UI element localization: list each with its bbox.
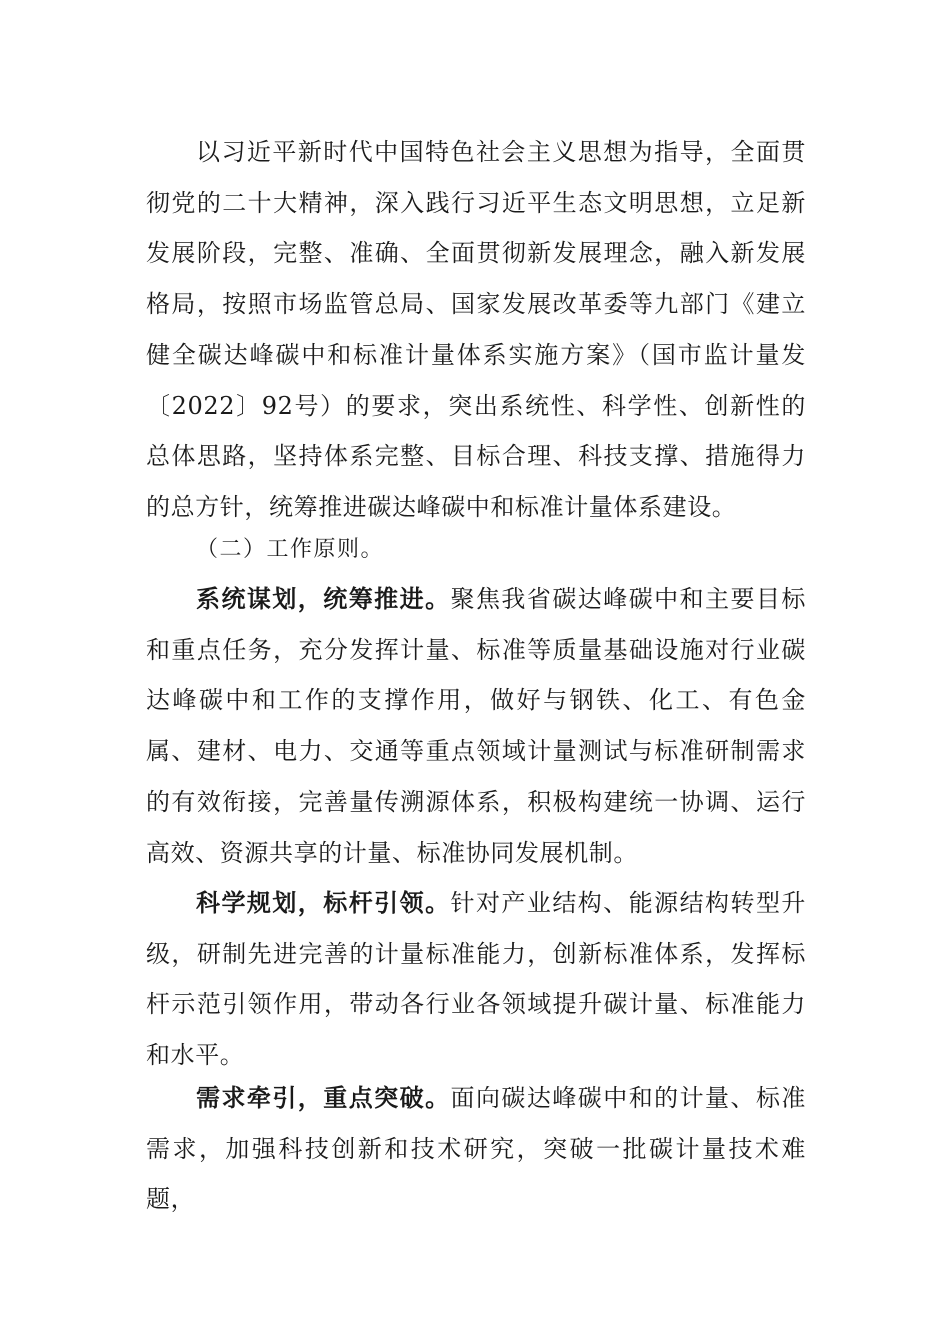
paragraph-text: 针对产业结构、能源结构转型升级，研制先进完善的计量标准能力，创新标准体系，发挥标杆示范引领作用，带动各行业各领域提升碳计量、标准能力和水平。 — [146, 889, 807, 1070]
paragraph-lead: 需求牵引，重点突破。 — [196, 1083, 451, 1112]
paragraph-principle-demand — [146, 1073, 806, 1225]
paragraph-text: 聚焦我省碳达峰碳中和主要目标和重点任务，充分发挥计量、标准等质量基础设施对行业碳达峰碳中和工作的支撑作用，做好与钢铁、化工、有色金属、建材、电力、交通等重点领域计量测试与标准研制需求的有效衔接，完善量传溯源体系，积极构建统一协调、运行高效、资源共享的计量、标准协同发展机制。 — [146, 585, 807, 867]
paragraph-lead: 系统谋划，统筹推进。 — [196, 584, 451, 613]
paragraph-principle-systematic — [146, 574, 806, 878]
paragraph-text: 以习近平新时代中国特色社会主义思想为指导，全面贯彻党的二十大精神，深入践行习近平生态文明思想，立足新发展阶段，完整、准确、全面贯彻新发展理念，融入新发展格局，按照市场监管总局、国家发展改革委等九部门《建立健全碳达峰碳中和标准计量体系实施方案》（国市监计量发〔2022〕92号）的要求，突出系统性、科学性、创新性的总体思路，坚持体系完整、目标合理、科技支撑、措施得力的总方针，统筹推进碳达峰碳中和标准计量体系建设。 — [146, 138, 806, 521]
paragraph-guiding-ideology — [146, 127, 806, 533]
section-heading-work-principles: （二）工作原则。 — [196, 537, 385, 562]
paragraph-principle-scientific — [146, 878, 806, 1081]
paragraph-text: 面向碳达峰碳中和的计量、标准需求，加强科技创新和技术研究，突破一批碳计量技术难题， — [146, 1084, 807, 1214]
paragraph-lead: 科学规划，标杆引领。 — [196, 888, 451, 917]
